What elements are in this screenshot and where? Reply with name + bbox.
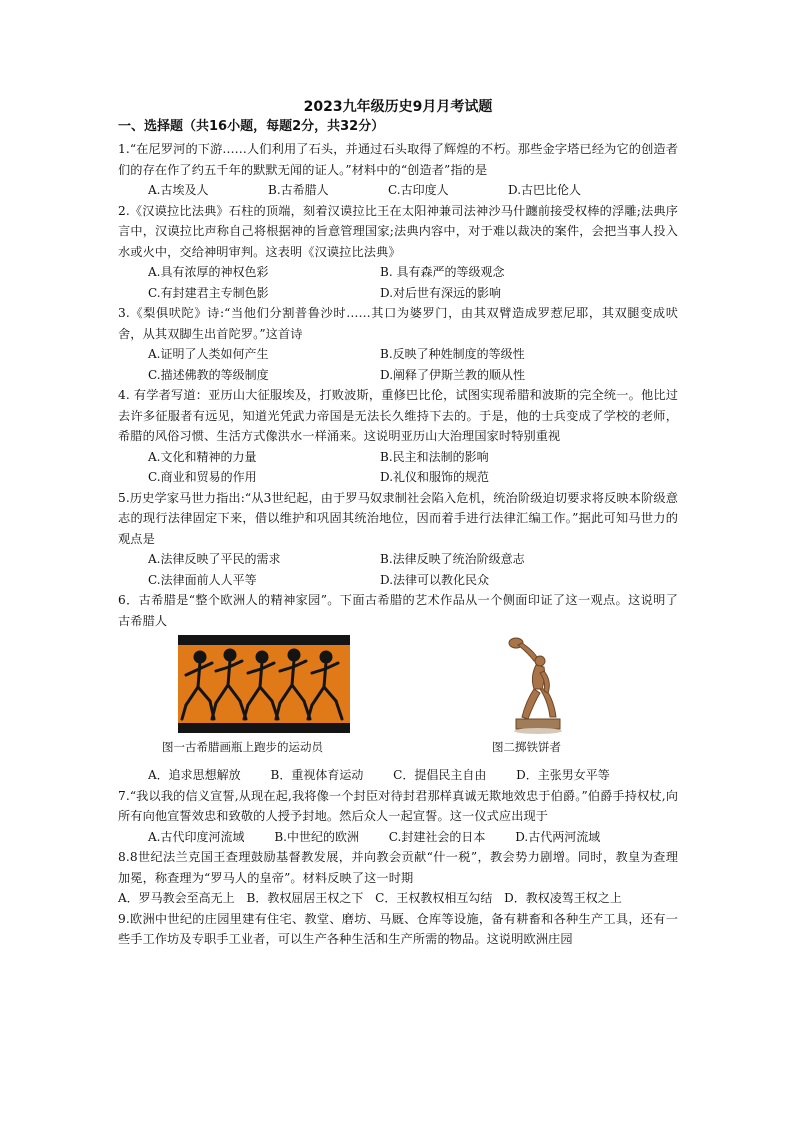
discobolus-statue-image: [504, 631, 568, 735]
option-d: D.阐释了伊斯兰教的顺从性: [380, 367, 526, 382]
option-c: C．提倡民主自由: [393, 768, 487, 782]
option-c: C．王权教权相互勾结: [375, 891, 493, 905]
question-4-options-row2: [118, 467, 678, 488]
question-3-options-row1: [118, 344, 678, 365]
question-8-stem: 8.8世纪法兰克国王查理鼓励基督教发展，并向教会贡献“什一税”，教会势力剧增。同时，教皇为查理加冕，称查理为“罗马人的皇帝”。材料反映了这一时期: [118, 850, 678, 885]
question-8-options: [118, 888, 678, 909]
option-a: A.文化和精神的力量: [148, 449, 257, 464]
option-b: B. 具有森严的等级观念: [380, 265, 505, 279]
page-title: 2023九年级历史9月月考试题: [303, 99, 493, 115]
option-a: A.古代印度河流域: [148, 829, 245, 844]
question-4-options-row1: [118, 447, 678, 468]
exam-page: [118, 99, 678, 950]
option-b: B.法律反映了统治阶级意志: [380, 552, 525, 566]
option-b: B．教权屈居王权之下: [246, 891, 364, 905]
option-d: D.古代两河流域: [515, 829, 601, 844]
question-7-options: [118, 827, 678, 848]
option-c: C.封建社会的日本: [388, 829, 486, 844]
question-5-stem: 5.历史学家马世力指出:“从3世纪起，由于罗马奴隶制社会陷入危机，统治阶级迫切要求将反映本阶级意志的现行法律固定下来，借以维护和巩固其统治地位，因而着手进行法律汇编工作。”据此可知马世力的观点是: [118, 490, 678, 546]
option-c: C.描述佛教的等级制度: [148, 367, 269, 382]
option-d: D.法律可以教化民众: [380, 572, 490, 587]
option-a: A.古埃及人: [148, 183, 209, 197]
option-b: B.中世纪的欧洲: [274, 829, 359, 844]
question-5-options-row1: [118, 549, 678, 570]
option-a: A．追求思想解放: [148, 768, 241, 782]
question-1-stem: 1.“在尼罗河的下游……人们利用了石头，并通过石头取得了辉煌的不朽。那些金字塔已经为它的创造者们的存在作了约五千年的默默无闻的证人。”材料中的“创造者”指的是: [118, 142, 678, 177]
question-7-stem: 7.“我以我的信义宣誓,从现在起,我将像一个封臣对待封君那样真诚无欺地效忠于伯爵。”伯爵手持权杖,向所有向他宣誓效忠和致敬的人授予封地。然后众人一起宣誓。这一仪式应出现于: [118, 788, 678, 823]
option-a: A.法律反映了平民的需求: [148, 552, 281, 566]
question-1-options: [118, 180, 678, 201]
option-b: B.反映了种姓制度的等级性: [380, 347, 525, 361]
question-9-stem: 9.欧洲中世纪的庄园里建有住宅、教堂、磨坊、马厩、仓库等设施，备有耕畜和各种生产工具，还有一些手工作坊及专职手工业者，可以生产各种生活和生产所需的物品。这说明欧洲庄园: [118, 911, 678, 946]
question-6-stem: 6．古希腊是“整个欧洲人的精神家园”。下面古希腊的艺术作品从一个侧面印证了这一观点。这说明了古希腊人: [118, 593, 678, 628]
question-2-options-row1: [118, 262, 678, 283]
option-d: D．主张男女平等: [516, 768, 610, 782]
option-d: D.礼仪和服饰的规范: [380, 470, 490, 484]
option-a: A.具有浓厚的神权色彩: [148, 265, 269, 279]
option-d: D.对后世有深远的影响: [380, 285, 502, 300]
question-2-options-row2: [118, 283, 678, 304]
option-d: D．教权凌驾王权之上: [504, 891, 622, 905]
option-b: B.民主和法制的影响: [380, 449, 489, 464]
option-c: C.商业和贸易的作用: [148, 470, 257, 484]
figure-2-caption: 图二掷铁饼者: [492, 740, 561, 754]
option-a: A．罗马教会至高无上: [118, 891, 235, 905]
option-a: A.证明了人类如何产生: [148, 347, 269, 361]
figure-1-caption: 图一古希腊画瓶上跑步的运动员: [162, 740, 323, 754]
question-2-stem: 2.《汉谟拉比法典》石柱的顶端，刻着汉谟拉比王在太阳神兼司法神沙马什躔前接受权棒的浮雕;法典序言中，汉谟拉比声称自己将根据神的旨意管理国家;法典内容中，对于难以裁决的案件，会把当事人投入水或火中，交给神明审判。这表明《汉谟拉比法典》: [118, 203, 678, 259]
question-3-options-row2: [118, 365, 678, 386]
question-6-options: [118, 765, 678, 786]
option-c: C.法律面前人人平等: [148, 572, 257, 587]
question-6-figures: [118, 635, 678, 763]
section-heading: 一、选择题（共16小题，每题2分，共32分）: [118, 119, 385, 134]
question-5-options-row2: [118, 570, 678, 591]
question-3-stem: 3.《梨俱吠陀》诗:“当他们分割普鲁沙时……其口为婆罗门，由其双臂造成罗惹尼耶，其双腿变成吠舍，从其双脚生出首陀罗。”这首诗: [118, 306, 678, 341]
option-d: D.古巴比伦人: [508, 183, 582, 197]
question-4-stem: 4. 有学者写道：亚历山大征服埃及，打败波斯，重修巴比伦，试图实现希腊和波斯的完全统一。他比过去许多征服者有远见，知道光凭武力帝国是无法长久维持下去的。于是，他的士兵变成了学校的老师，希腊的风俗习惯、生活方式像洪水一样涌来。这说明亚历山大治理国家时特别重视: [118, 388, 678, 443]
option-c: C.古印度人: [388, 183, 449, 197]
option-b: B.古希腊人: [268, 183, 329, 197]
option-c: C.有封建君主专制色影: [148, 285, 269, 300]
option-b: B．重视体育运动: [270, 768, 364, 782]
greek-vase-runners-image: [178, 635, 350, 733]
